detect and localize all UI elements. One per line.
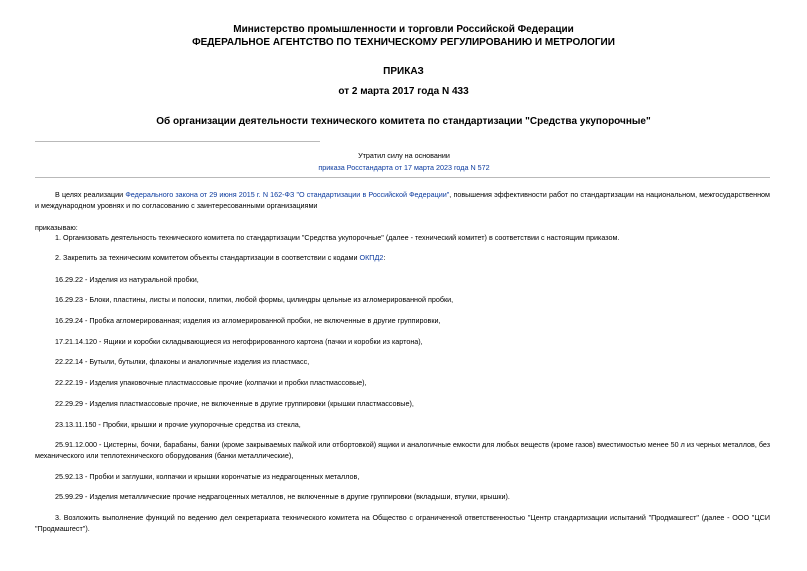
item-1: 1. Организовать деятельность технического комитета по стандартизации "Средства укупорочные" (далее - технический комитет) в соответствии с настоящим приказом. (55, 233, 620, 242)
code-item: 16.29.23 - Блоки, пластины, листы и полоски, плитки, любой формы, цилиндры цельные из агломерированной пробки, (55, 295, 454, 304)
code-item: 22.29.29 - Изделия пластмассовые прочие, не включенные в другие группировки (крышки пластмассовые), (55, 399, 414, 408)
code-item: 16.29.24 - Пробка агломерированная; изделия из агломерированной пробки, не включенные в другие группировки, (55, 316, 441, 325)
code-item: 16.29.22 - Изделия из натуральной пробки, (55, 275, 199, 284)
preamble-paragraph: В целях реализации Федерального закона от 29 июня 2015 г. N 162-ФЗ "О стандартизации в Российской Федерации", повышения эффективности работ по стандартизации на национальном, межгосударственном и международном уровнях и по согласованию с заинтересованными организациями (35, 190, 770, 210)
code-item: 22.22.14 - Бутыли, бутылки, флаконы и аналогичные изделия из пластмасс, (55, 357, 310, 366)
document-type: ПРИКАЗ (383, 66, 424, 77)
federal-law-link[interactable]: Федерального закона от 29 июня 2015 г. N 162-ФЗ "О стандартизации в Российской Федерации" (125, 190, 450, 199)
item-3: 3. Возложить выполнение функций по ведению дел секретариата технического комитета на Общество с ограниченной ответственностью "Центр стандартизации испытаний "Продмашгест" (далее - ООО "ЦСИ "Продмашгест"). (35, 513, 770, 533)
status-note-text: Утратил силу на основании (358, 151, 450, 160)
code-item: 25.99.29 - Изделия металлические прочие недрагоценных металлов, не включенные в другие группировки (вкладыши, втулки, крышки). (55, 492, 510, 501)
separator-line (35, 177, 770, 178)
code-item: 22.22.19 - Изделия упаковочные пластмассовые прочие (колпачки и пробки пластмассовые), (55, 378, 367, 387)
document-title: Об организации деятельности технического комитета по стандартизации "Средства укупорочные" (156, 116, 651, 127)
item-2: 2. Закрепить за техническим комитетом объекты стандартизации в соответствии с кодами ОКПД2: (55, 253, 386, 262)
separator-line (35, 141, 320, 142)
code-item: 17.21.14.120 - Ящики и коробки складывающиеся из негофрированного картона (пачки и коробки из картона), (55, 337, 423, 346)
order-word: приказываю: (35, 223, 78, 232)
code-item: 25.92.13 - Пробки и заглушки, колпачки и крышки корончатые из недрагоценных металлов, (55, 472, 360, 481)
code-item: 23.13.11.150 - Пробки, крышки и прочие укупорочные средства из стекла, (55, 420, 301, 429)
ministry-name: Министерство промышленности и торговли Российской Федерации (233, 24, 574, 35)
code-item: 25.91.12.000 - Цистерны, бочки, барабаны, банки (кроме закрываемых пайкой или отбортовкой) ящики и аналогичные емкости для любых веществ (кроме газов) вместимостью менее 50 л из черных металлов, без механического или теплотехнического оборудования (банки металлические), (35, 440, 770, 460)
okpd2-link[interactable]: ОКПД2 (359, 253, 384, 262)
agency-name: ФЕДЕРАЛЬНОЕ АГЕНТСТВО ПО ТЕХНИЧЕСКОМУ РЕГУЛИРОВАНИЮ И МЕТРОЛОГИИ (192, 37, 615, 48)
repeal-order-link[interactable]: приказа Росстандарта от 17 марта 2023 года N 572 (318, 163, 490, 172)
document-date-number: от 2 марта 2017 года N 433 (338, 86, 469, 97)
